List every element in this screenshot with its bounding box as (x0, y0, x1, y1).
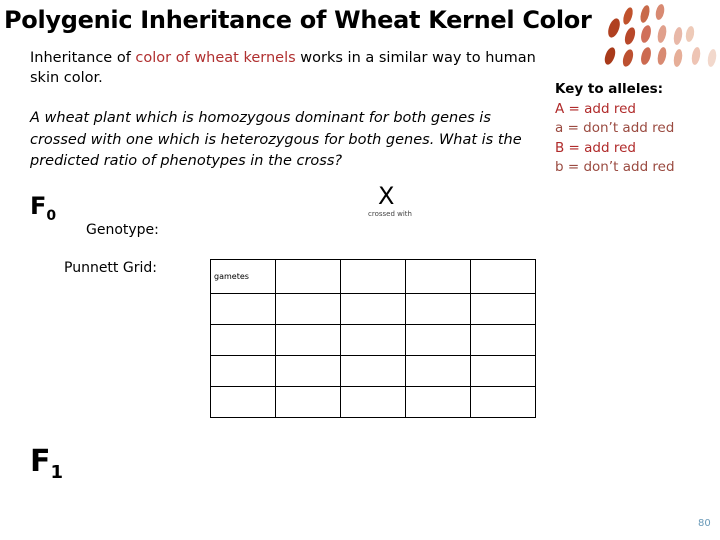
grid-cell (471, 356, 536, 387)
grid-cell (211, 325, 276, 356)
grid-cell (406, 294, 471, 325)
grid-cell (471, 387, 536, 418)
allele-key-heading: Key to alleles: (555, 81, 664, 97)
allele-key (555, 80, 675, 178)
grid-row (211, 387, 536, 418)
intro-highlight: color of wheat kernels (135, 50, 296, 66)
allele-key-line: A = add red (555, 100, 636, 117)
wheat-kernels-image (600, 4, 720, 74)
cross-caption: crossed with (368, 210, 412, 218)
grid-cell (341, 294, 406, 325)
genotype-label: Genotype: (86, 222, 159, 238)
grid-cell (341, 260, 406, 294)
grid-cell (211, 294, 276, 325)
allele-key-line: b = don’t add red (555, 159, 675, 175)
grid-cell (211, 387, 276, 418)
f1-label: $F_1$ (30, 444, 64, 483)
f0-label: $F_0$ (30, 192, 57, 224)
grid-cell (471, 260, 536, 294)
punnett-grid (210, 259, 536, 418)
grid-cell (341, 387, 406, 418)
grid-cell (211, 356, 276, 387)
grid-cell (406, 260, 471, 294)
grid-cell (406, 325, 471, 356)
cross-symbol: X (378, 182, 395, 210)
grid-cell (471, 325, 536, 356)
grid-row (211, 356, 536, 387)
grid-cell (276, 260, 341, 294)
allele-key-line: a = don’t add red (555, 120, 675, 136)
grid-cell-gametes (211, 260, 276, 294)
grid-cell (276, 294, 341, 325)
intro-text: Inheritance of color of wheat kernels works in a similar way to human skin color. (30, 50, 536, 86)
grid-cell (341, 325, 406, 356)
grid-cell (406, 387, 471, 418)
page-number: 80 (698, 518, 711, 529)
grid-cell (276, 325, 341, 356)
grid-cell (471, 294, 536, 325)
gametes-label: gametes (214, 272, 249, 281)
slide-title: Polygenic Inheritance of Wheat Kernel Color (4, 6, 592, 34)
grid-row (211, 325, 536, 356)
grid-cell (276, 387, 341, 418)
grid-row (211, 260, 536, 294)
punnett-grid-label: Punnett Grid: (64, 260, 157, 276)
grid-cell (341, 356, 406, 387)
grid-cell (276, 356, 341, 387)
grid-cell (406, 356, 471, 387)
allele-key-line: B = add red (555, 139, 636, 156)
grid-row (211, 294, 536, 325)
question-text: A wheat plant which is homozygous dominant for both genes is crossed with one which is heterozygous for both genes. What is the predicted ratio of phenotypes in the cross? (30, 110, 522, 169)
